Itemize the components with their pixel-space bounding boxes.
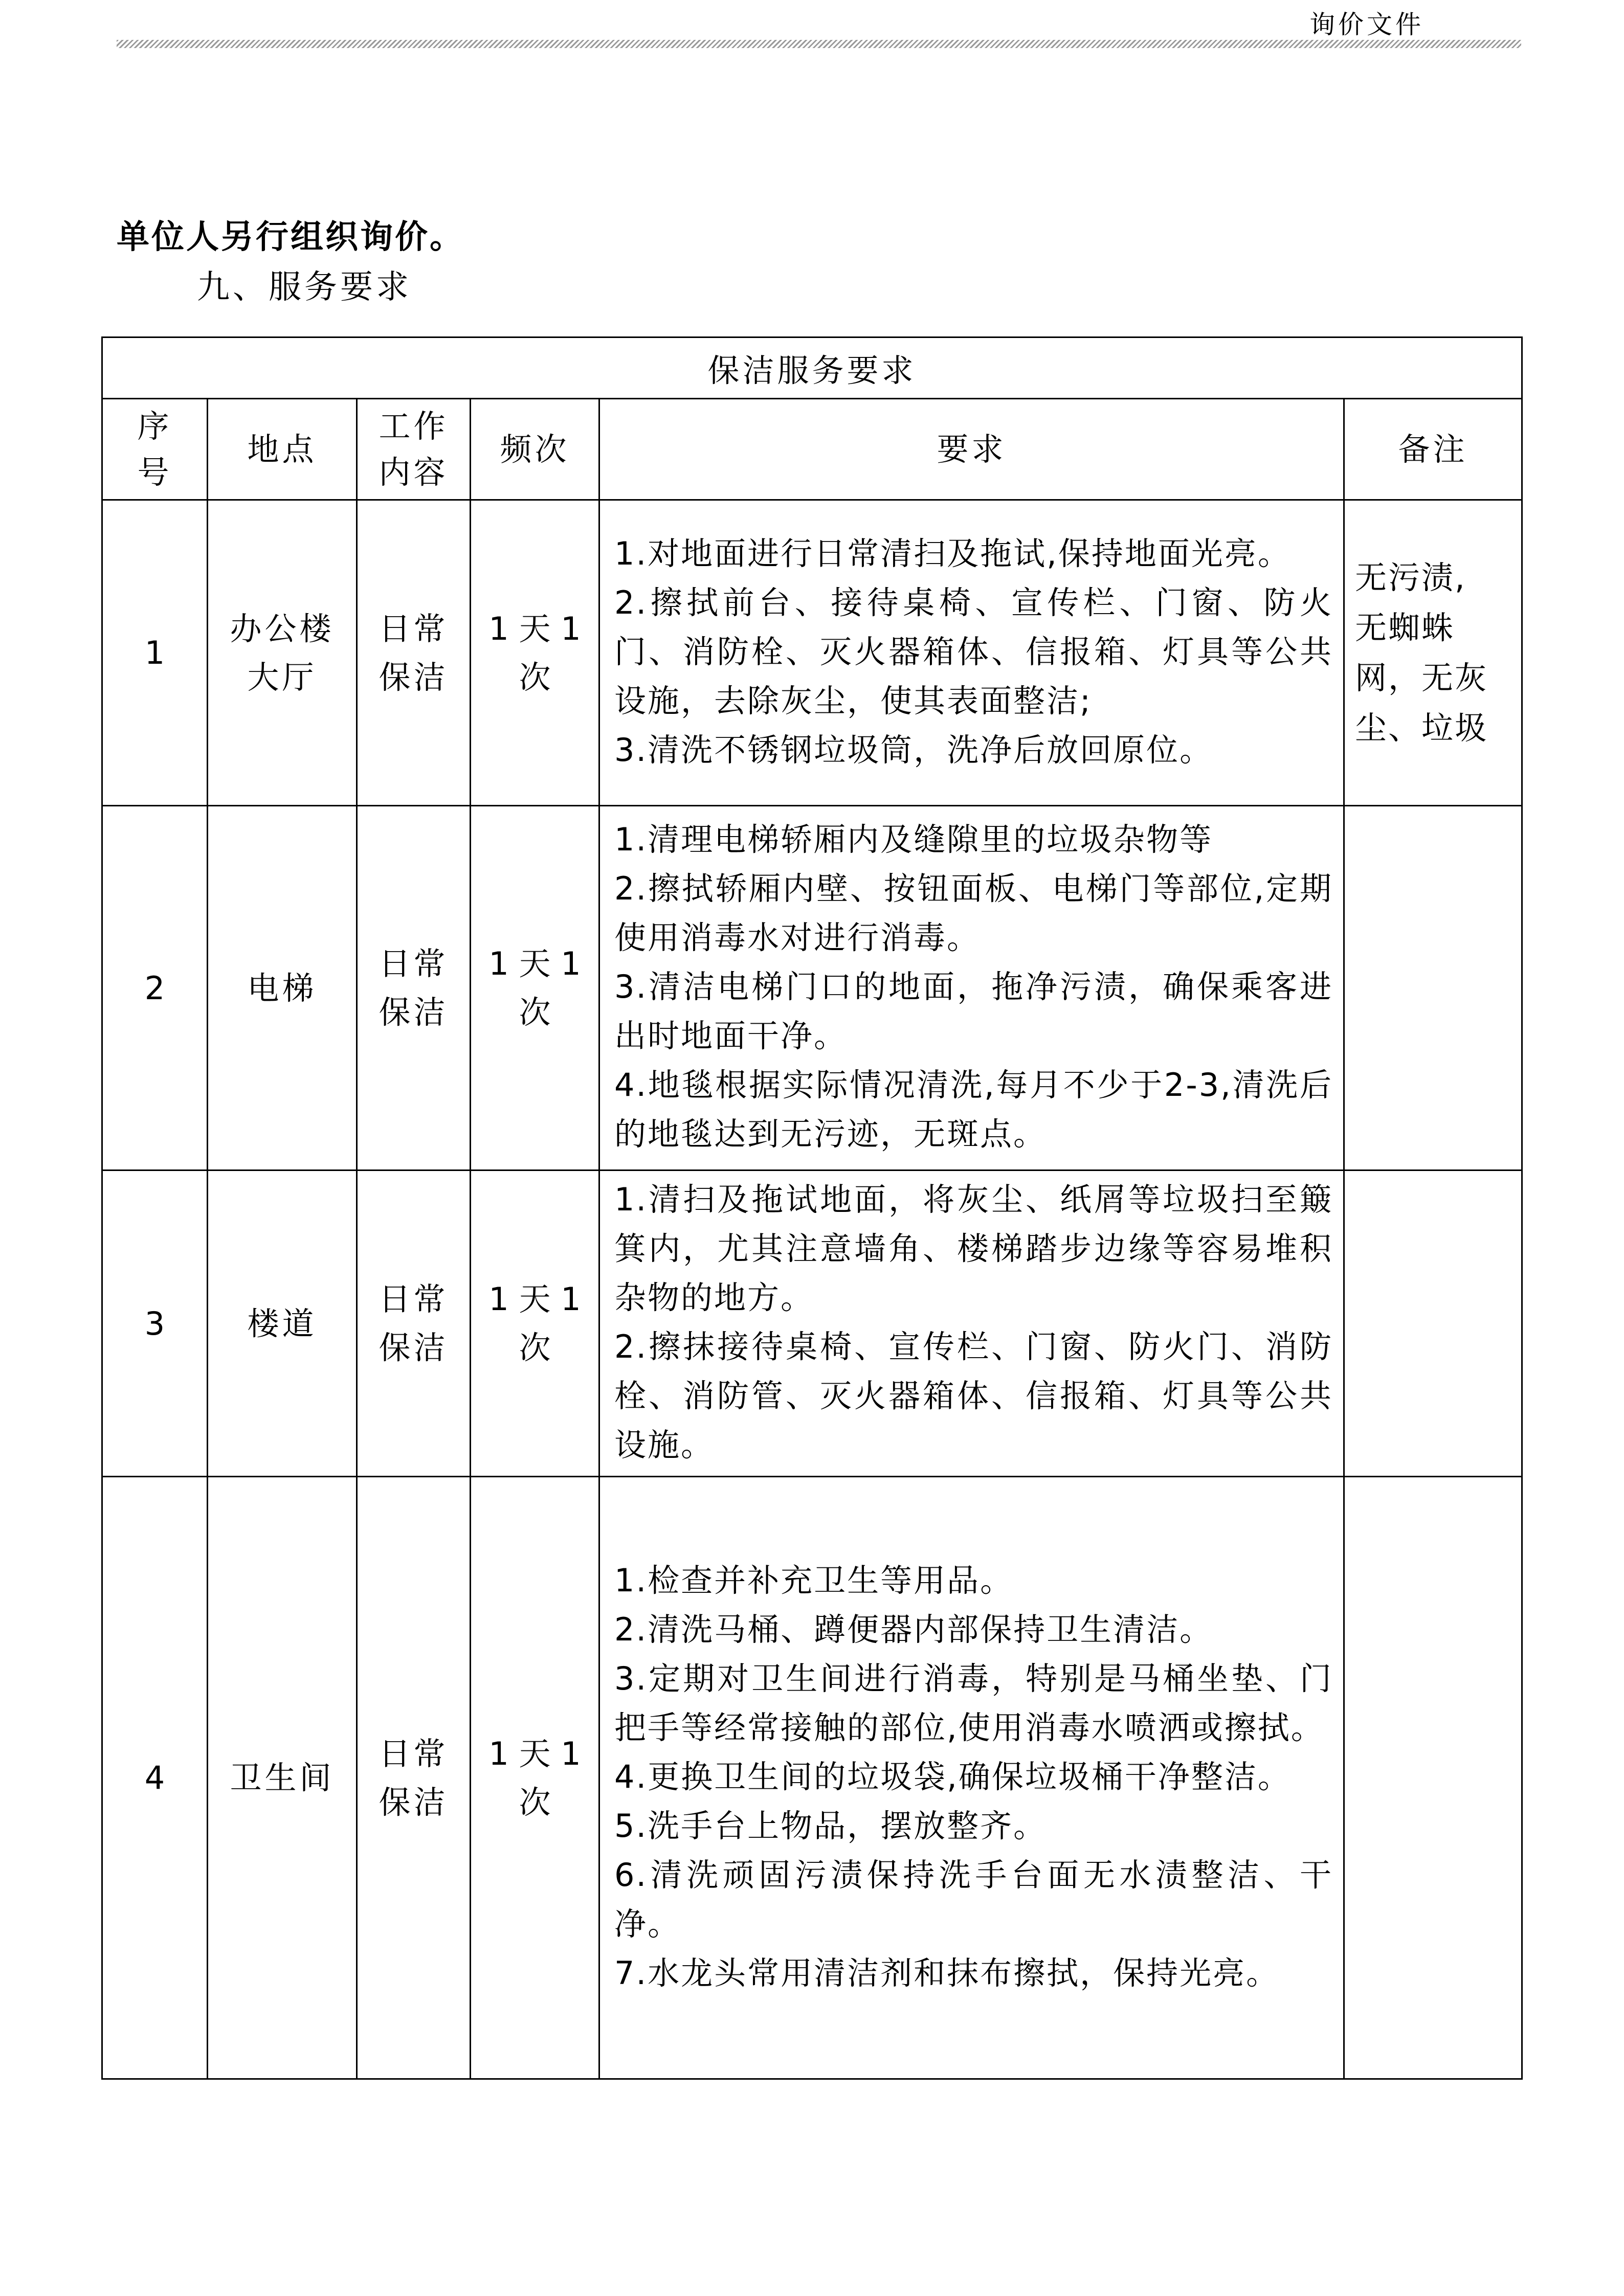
row-work (357, 806, 471, 1170)
place-line: 大厅 (247, 658, 317, 696)
frequency-line: 次 (519, 1329, 551, 1366)
cleaning-requirements-table (101, 336, 1523, 2080)
column-header-frequency: 频次 (471, 399, 599, 500)
table-caption: 保洁服务要求 (102, 337, 1522, 399)
table-row (102, 1477, 1522, 2079)
note-line: 无蜘蛛 (1355, 609, 1455, 646)
requirement-item: 3.清洗不锈钢垃圾筒，洗净后放回原位。 (614, 731, 1213, 769)
work-line: 保洁 (379, 1783, 449, 1821)
row-frequency (471, 1170, 599, 1477)
requirement-item: 1.对地面进行日常清扫及拖试,保持地面光亮。 (614, 534, 1291, 572)
requirement-item: 2.擦拭前台、接待桌椅、宣传栏、门窗、防火门、消防栓、灭火器箱体、信报箱、灯具等公共设施，去除灰尘，使其表面整洁; (614, 583, 1333, 719)
row-work (357, 1170, 471, 1477)
row-number: 4 (102, 1477, 208, 2079)
row-note (1344, 1477, 1522, 2079)
note-line: 尘、垃圾 (1355, 709, 1488, 747)
requirement-item: 1.清理电梯轿厢内及缝隙里的垃圾杂物等 (614, 821, 1213, 858)
column-header-number (102, 399, 208, 500)
requirement-item: 5.洗手台上物品，摆放整齐。 (614, 1807, 1047, 1844)
work-line: 日常 (379, 1735, 449, 1772)
frequency-line: 1 天 1 (488, 610, 581, 647)
column-header-work (357, 399, 471, 500)
column-header-note: 备注 (1344, 399, 1522, 500)
frequency-line: 1 天 1 (488, 1280, 581, 1318)
column-header-requirement: 要求 (599, 399, 1344, 500)
place-line: 卫生间 (230, 1759, 335, 1796)
note-line: 无污渍, (1355, 558, 1466, 596)
section-heading: 九、服务要求 (197, 268, 412, 306)
frequency-line: 次 (519, 1783, 551, 1821)
row-requirements (599, 1477, 1344, 2079)
row-place (208, 1170, 357, 1477)
row-frequency (471, 500, 599, 806)
requirement-item: 2.擦拭轿厢内壁、按钮面板、电梯门等部位,定期使用消毒水对进行消毒。 (614, 870, 1333, 956)
header-text: 序 (137, 407, 172, 445)
requirement-item: 4.更换卫生间的垃圾袋,确保垃圾桶干净整洁。 (614, 1758, 1291, 1795)
row-place (208, 500, 357, 806)
requirement-item: 3.定期对卫生间进行消毒，特别是马桶坐垫、门把手等经常接触的部位,使用消毒水喷洒或擦拭。 (614, 1659, 1333, 1746)
row-requirements (599, 500, 1344, 806)
work-line: 日常 (379, 1280, 449, 1318)
frequency-line: 1 天 1 (488, 945, 581, 982)
header-text: 号 (137, 453, 172, 491)
requirement-item: 1.清扫及拖试地面，将灰尘、纸屑等垃圾扫至簸箕内，尤其注意墙角、楼梯踏步边缘等容易堆积杂物的地方。 (614, 1181, 1333, 1316)
work-line: 保洁 (379, 658, 449, 696)
work-line: 保洁 (379, 994, 449, 1031)
row-work (357, 500, 471, 806)
header-text: 内容 (379, 453, 449, 491)
header-text: 工作 (379, 407, 449, 445)
document-header-title: 询价文件 (1309, 10, 1424, 39)
lead-paragraph: 单位人另行组织询价。 (117, 218, 464, 256)
row-number: 3 (102, 1170, 208, 1477)
row-place (208, 1477, 357, 2079)
requirement-item: 7.水龙头常用清洁剂和抹布擦拭，保持光亮。 (614, 1954, 1280, 1992)
requirement-item: 1.检查并补充卫生等用品。 (614, 1561, 1014, 1599)
row-note (1344, 806, 1522, 1170)
row-work (357, 1477, 471, 2079)
row-requirements (599, 806, 1344, 1170)
table-row (102, 806, 1522, 1170)
requirement-item: 2.擦抹接待桌椅、宣传栏、门窗、防火门、消防栓、消防管、灭火器箱体、信报箱、灯具等公共设施。 (614, 1328, 1333, 1464)
row-place (208, 806, 357, 1170)
row-note (1344, 500, 1522, 806)
row-number: 1 (102, 500, 208, 806)
row-frequency (471, 806, 599, 1170)
frequency-line: 1 天 1 (488, 1735, 581, 1772)
table-caption-row (102, 337, 1522, 399)
place-line: 楼道 (247, 1304, 317, 1342)
table-row (102, 500, 1522, 806)
requirement-item: 4.地毯根据实际情况清洗,每月不少于2-3,清洗后的地毯达到无污迹，无斑点。 (614, 1066, 1333, 1153)
work-line: 保洁 (379, 1329, 449, 1366)
header-divider (117, 40, 1521, 48)
frequency-line: 次 (519, 658, 551, 696)
work-line: 日常 (379, 945, 449, 982)
work-line: 日常 (379, 610, 449, 647)
place-line: 电梯 (247, 969, 317, 1007)
row-number: 2 (102, 806, 208, 1170)
requirement-item: 2.清洗马桶、蹲便器内部保持卫生清洁。 (614, 1610, 1213, 1648)
note-line: 网，无灰 (1355, 659, 1488, 696)
requirement-item: 3.清洁电梯门口的地面，拖净污渍，确保乘客进出时地面干净。 (614, 968, 1333, 1054)
table-header-row (102, 399, 1522, 500)
row-note (1344, 1170, 1522, 1477)
column-header-place: 地点 (208, 399, 357, 500)
table-row (102, 1170, 1522, 1477)
frequency-line: 次 (519, 994, 551, 1031)
place-line: 办公楼 (230, 610, 335, 647)
row-frequency (471, 1477, 599, 2079)
requirement-item: 6.清洗顽固污渍保持洗手台面无水渍整洁、干净。 (614, 1856, 1333, 1943)
row-requirements (599, 1170, 1344, 1477)
